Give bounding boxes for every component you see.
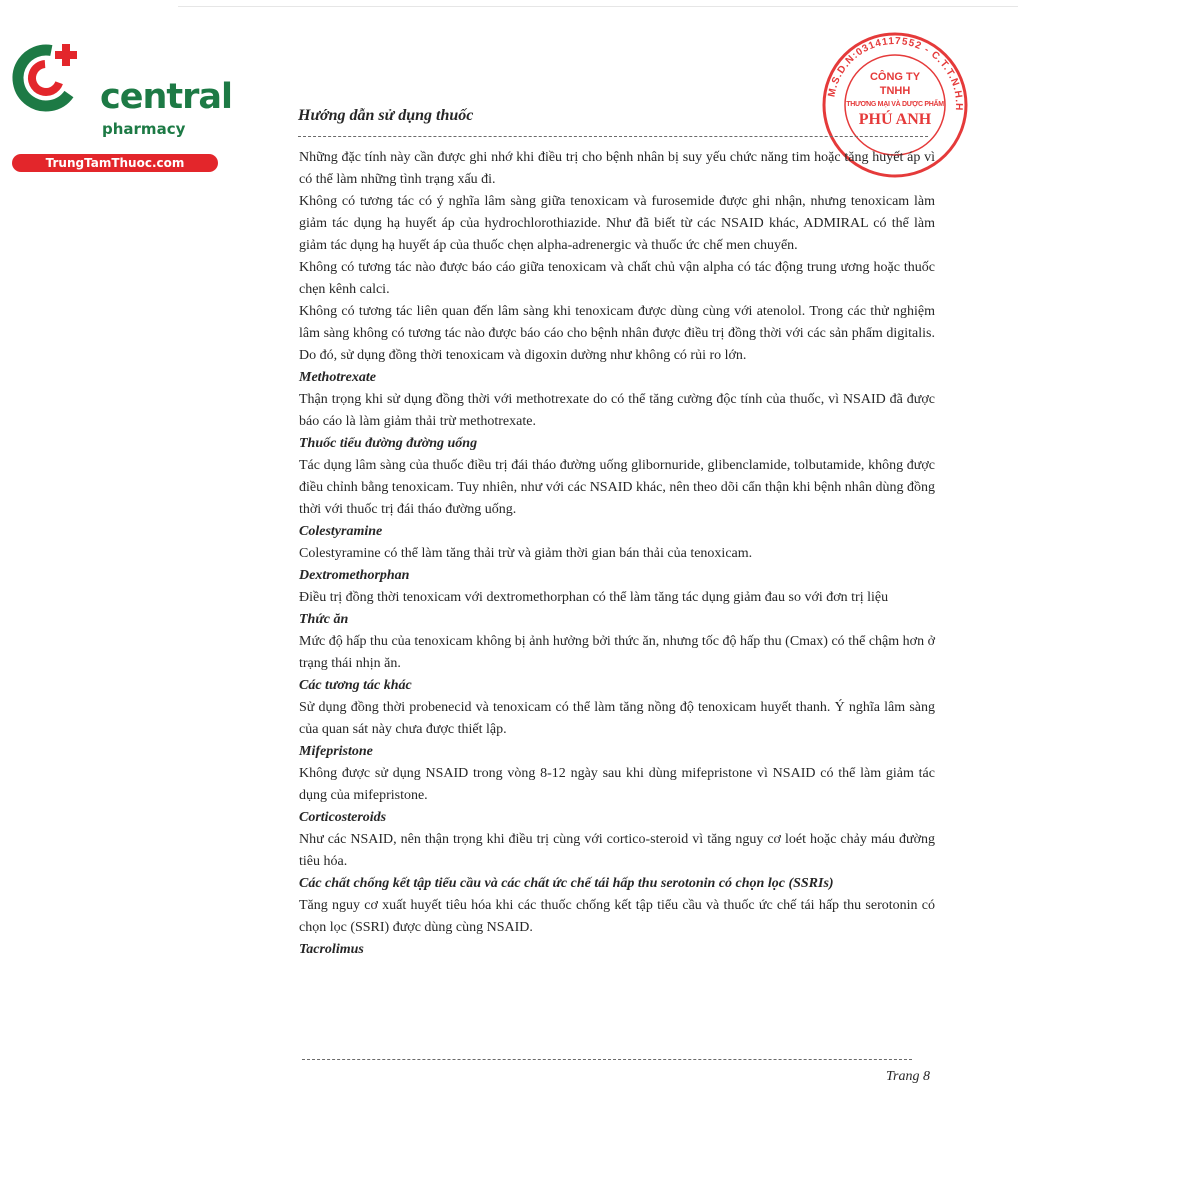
top-edge-line [178, 6, 1018, 7]
seal-line-4: PHÚ ANH [858, 111, 932, 128]
paragraph: Không được sử dụng NSAID trong vòng 8-12 ngày sau khi dùng mifepristone vì NSAID có thể làm giảm tác dụng của mifepristone. [299, 766, 935, 803]
seal-line-1: CÔNG TY [869, 71, 921, 83]
paragraph: Như các NSAID, nên thận trọng khi điều trị cùng với cortico-steroid vì tăng nguy cơ loét hoặc chảy máu đường tiêu hóa. [299, 832, 935, 869]
section-heading: Mifepristone [299, 744, 373, 759]
section-heading: Thuốc tiểu đường đường uống [299, 436, 478, 451]
paragraph: Tác dụng lâm sàng của thuốc điều trị đái tháo đường uống glibornuride, glibenclamide, tolbutamide, không được điều chỉnh bằng tenoxicam. Tuy nhiên, như với các NSAID khác, nên theo dõi cẩn thận khi bệnh nhân dùng đồng thời với thuốc trị đái tháo đường uống. [299, 458, 935, 517]
paragraph: Không có tương tác nào được báo cáo giữa tenoxicam và chất chủ vận alpha có tác động trung ương hoặc thuốc chẹn kênh calci. [299, 260, 935, 297]
paragraph: Thận trọng khi sử dụng đồng thời với methotrexate do có thể tăng cường độc tính của thuốc, vì NSAID đã được báo cáo là làm giảm thải trừ methotrexate. [299, 392, 935, 429]
page-title: Hướng dẫn sử dụng thuốc [298, 107, 474, 124]
section-heading: Dextromethorphan [299, 568, 410, 583]
section-heading: Tacrolimus [299, 942, 364, 957]
section-heading: Thức ăn [299, 612, 349, 627]
paragraph: Tăng nguy cơ xuất huyết tiêu hóa khi các thuốc chống kết tập tiểu cầu và thuốc ức chế tái hấp thu serotonin có chọn lọc (SSRI) được dùng cùng NSAID. [299, 898, 935, 935]
paragraph: Mức độ hấp thu của tenoxicam không bị ảnh hưởng bởi thức ăn, nhưng tốc độ hấp thu (Cmax) có thể chậm hơn ở trạng thái nhịn ăn. [299, 634, 935, 671]
logo-sub-text: pharmacy [102, 120, 186, 138]
logo-url-badge[interactable]: TrungTamThuoc.com [12, 154, 218, 172]
svg-text:M.S.D.N:0314117552 - C.T.T.N.H: M.S.D.N:0314117552 - C.T.T.N.H.H [826, 35, 965, 112]
seal-line-2: TNHH [879, 85, 911, 97]
footer-divider [302, 1059, 912, 1060]
section-heading: Các chất chống kết tập tiểu cầu và các chất ức chế tái hấp thu serotonin có chọn lọc (SSRIs) [299, 876, 834, 891]
paragraph: Colestyramine có thể làm tăng thải trừ và giảm thời gian bán thải của tenoxicam. [299, 546, 753, 561]
logo-mark-icon [10, 36, 96, 116]
seal-line-3: THƯƠNG MẠI VÀ DƯỢC PHẨM [846, 101, 944, 108]
section-heading: Colestyramine [299, 524, 383, 539]
header-divider [298, 136, 928, 137]
paragraph: Không có tương tác liên quan đến lâm sàng khi tenoxicam được dùng cùng với atenolol. Trong các thử nghiệm lâm sàng không có tương tác nào được báo cáo cho bệnh nhân được điều trị đồng thời với các sản phẩm digitalis. Do đó, sử dụng đồng thời tenoxicam và digoxin dường như không có rủi ro lớn. [299, 304, 935, 363]
page-number: Trang 8 [886, 1069, 930, 1084]
paragraph: Những đặc tính này cần được ghi nhớ khi điều trị cho bệnh nhân bị suy yếu chức năng tim hoặc tăng huyết áp vì có thể làm những tình trạng xấu đi. [299, 150, 935, 187]
section-heading: Corticosteroids [299, 810, 387, 825]
document-body [299, 147, 935, 961]
paragraph: Điều trị đồng thời tenoxicam với dextromethorphan có thể làm tăng tác dụng giảm đau so với đơn trị liệu [299, 590, 889, 605]
section-heading: Methotrexate [299, 370, 376, 385]
paragraph: Sử dụng đồng thời probenecid và tenoxicam có thể làm tăng nồng độ tenoxicam huyết thanh. Ý nghĩa lâm sàng của quan sát này chưa được thiết lập. [299, 700, 935, 737]
central-pharmacy-logo[interactable] [10, 36, 233, 170]
section-heading: Các tương tác khác [299, 678, 412, 693]
logo-brand-text: central [100, 77, 233, 117]
paragraph: Không có tương tác có ý nghĩa lâm sàng giữa tenoxicam và furosemide được ghi nhận, nhưng tenoxicam làm giảm tác dụng hạ huyết áp của hydrochlorothiazide. Như đã biết từ các NSAID khác, ADMIRAL có thể làm giảm tác dụng hạ huyết áp của thuốc chẹn alpha-adrenergic và thuốc ức chế men chuyển. [299, 194, 935, 253]
